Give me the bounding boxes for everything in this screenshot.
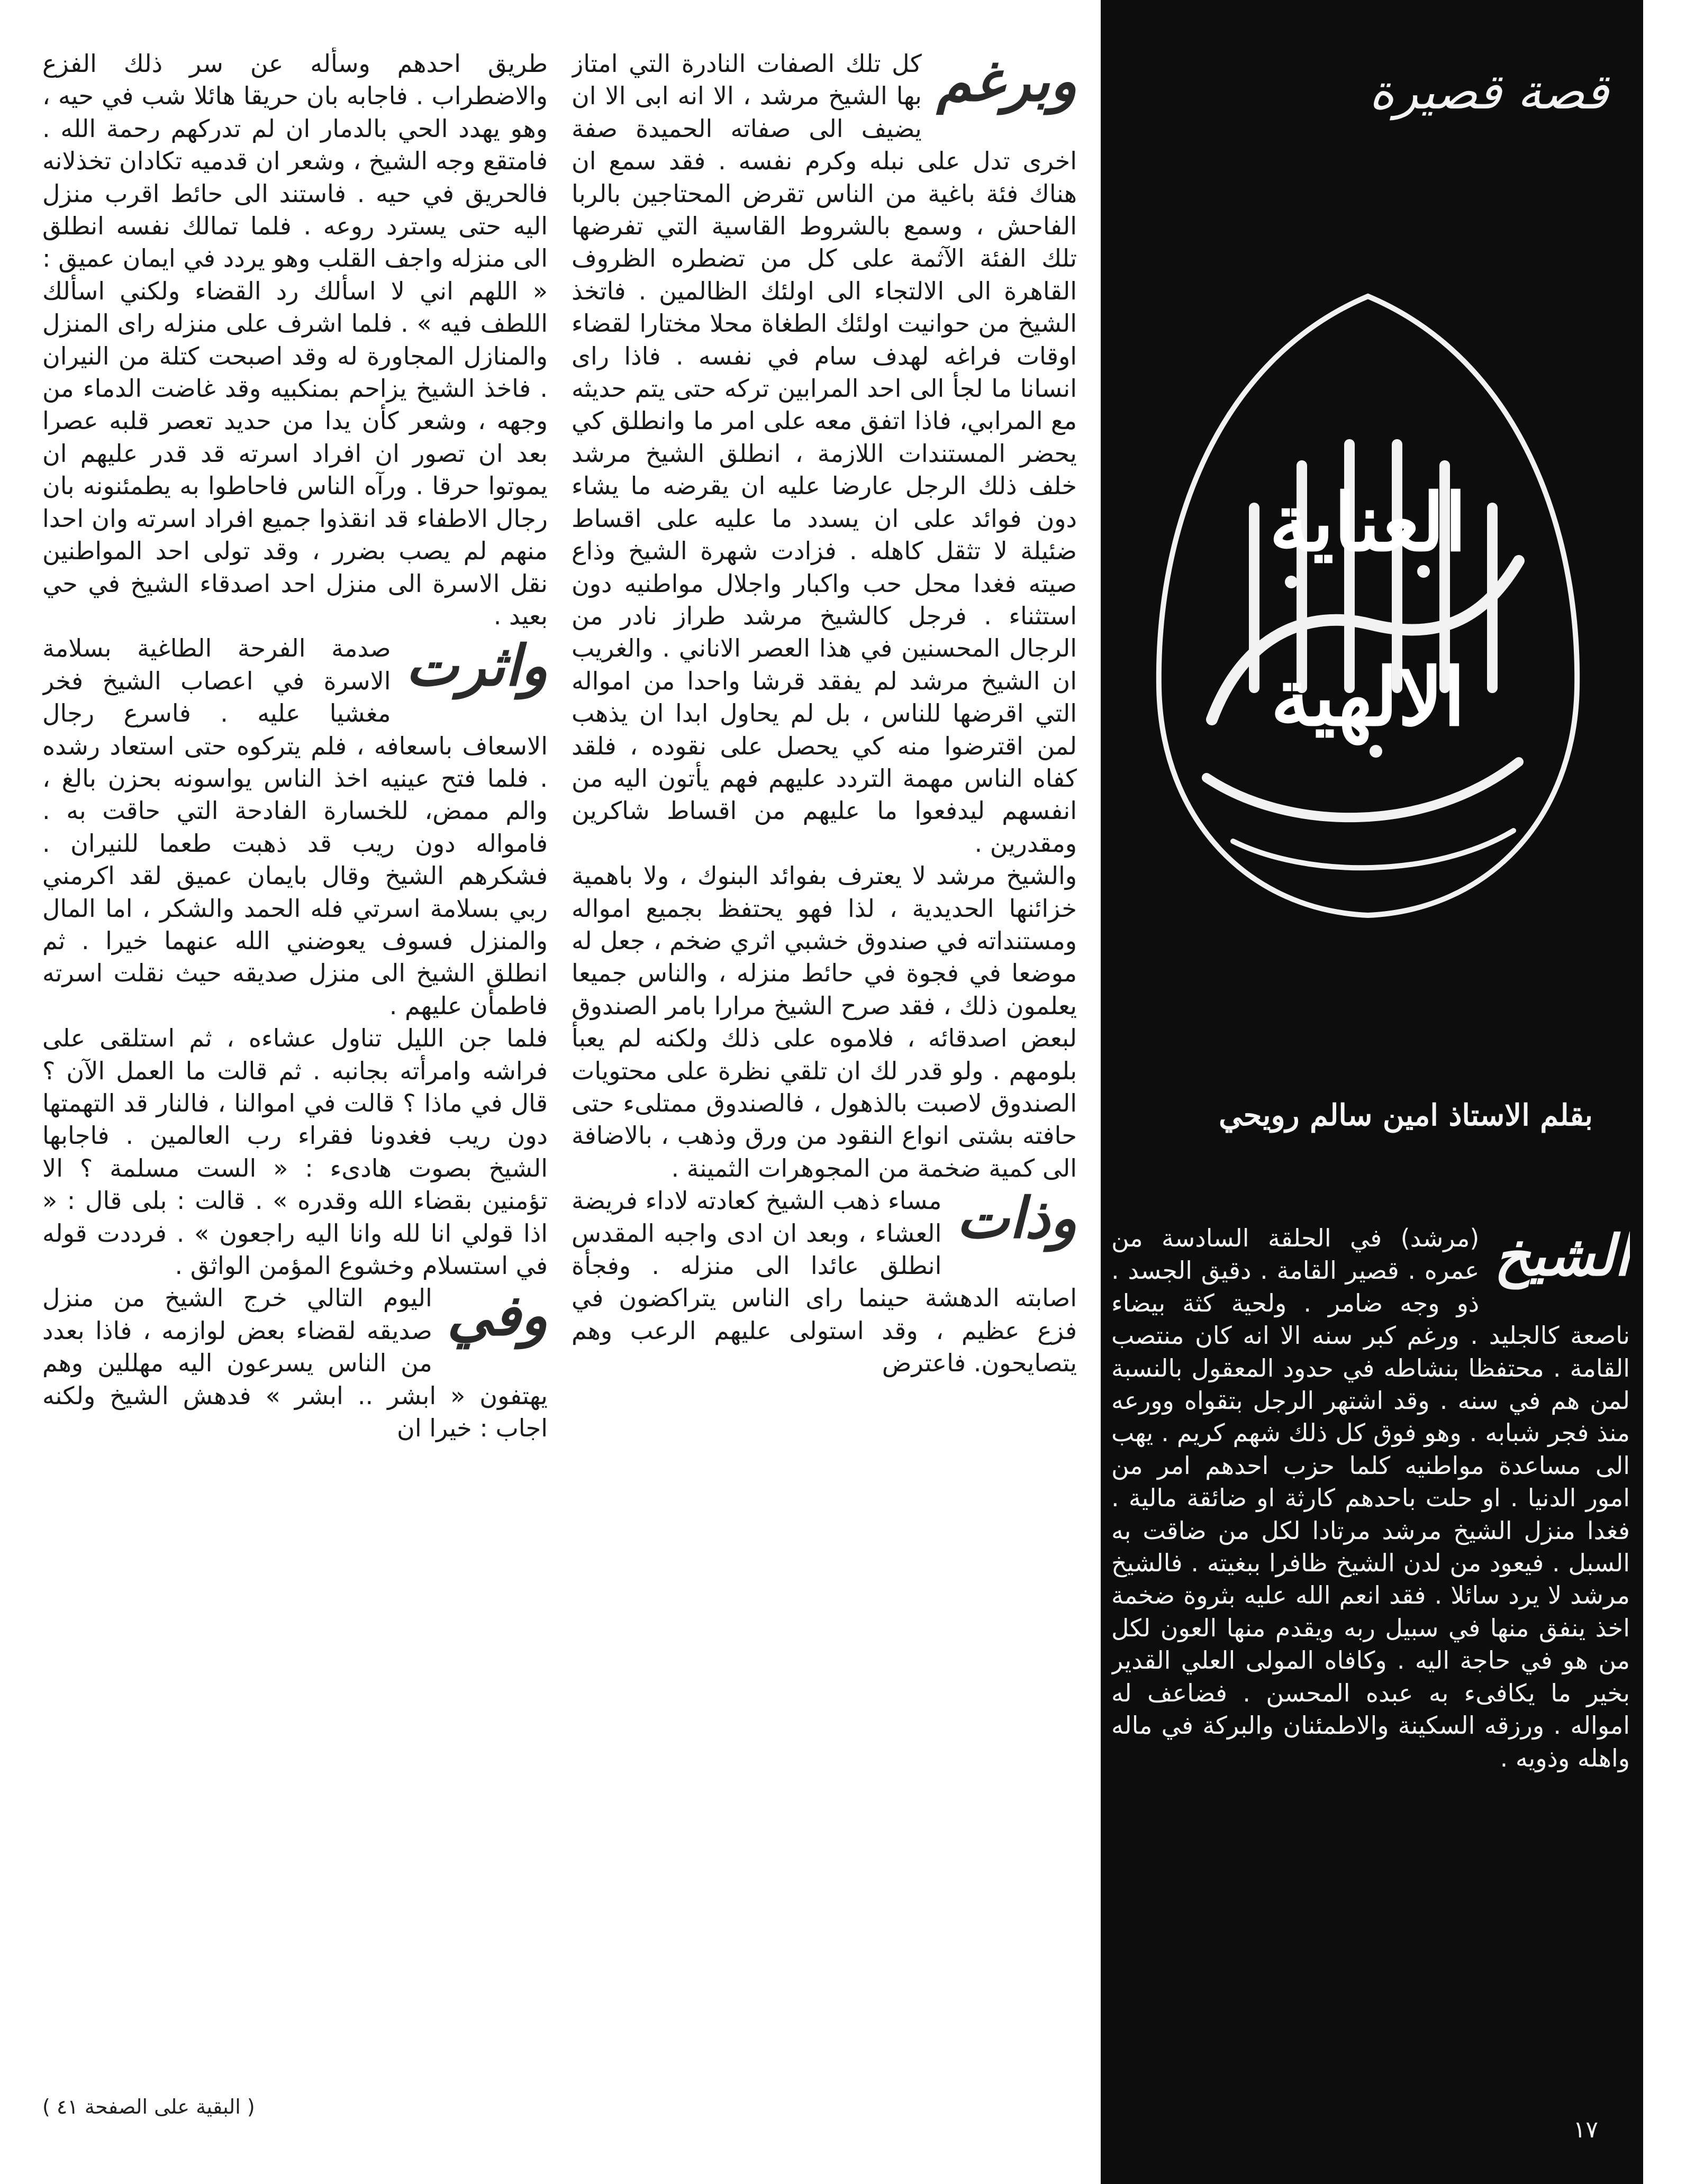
sidebar-column	[1111, 1222, 1630, 2048]
paragraph	[572, 1185, 1077, 1379]
paragraph-text: صدمة الفرحة الطاغية بسلامة الاسرة في اعصاب الشيخ فخر مغشيا عليه . فاسرع رجال الاسعاف باسعافه ، فلم يتركوه حتى استعاد رشده . فلما فتح عينيه اخذ الناس يواسونه بحزن بالغ ، والم ممض، للخسارة الفادحة التي حاقت به . فامواله دون ريب قد ذهبت طعما للنيران . فشكرهم الشيخ وقال بايمان عميق لقد اكرمني ربي بسلامة اسرتي فله الحمد والشكر ، اما المال والمنزل فسوف يعوضني الله عنهما خيرا . ثم انطلق الشيخ الى منزل صديقه حيث نقلت اسرته فاطمأن عليهم .	[42, 634, 548, 1020]
title-calligraphy-art	[1148, 286, 1588, 926]
initial-word: وبرغم	[936, 48, 1077, 114]
initial-word: وفي	[447, 1282, 548, 1349]
paragraph	[1111, 1222, 1630, 1775]
page-number: ١٧	[1573, 2116, 1598, 2143]
left-column	[42, 48, 548, 2127]
initial-word: واثرت	[405, 632, 548, 699]
continuation-note: ( البقية على الصفحة ٤١ )	[42, 2095, 255, 2118]
paragraph: فلما جن الليل تناول عشاءه ، ثم استلقى على فراشه وامرأته بجانبه . ثم قالت ما العمل الآن ؟ قال في ماذا ؟ قالت في اموالنا ، فالنار قد التهمتها دون ريب فغدونا فقراء رب العالمين . فاجابها الشيخ بصوت هادىء : « الست مسلمة ؟ الا تؤمنين بقضاء الله وقدره » . قالت : بلى قال : « اذا قولي انا لله وانا اليه راجعون » . فرددت قوله في استسلام وخشوع المؤمن الواثق .	[42, 1024, 548, 1280]
paragraph-text: اليوم التالي خرج الشيخ من منزل صديقه لقضاء بعض لوازمه ، فاذا بعدد من الناس يسرعون اليه مهللين وهم يهتفون « ابشر .. ابشر » فدهش الشيخ ولكنه اجاب : خيرا ان	[42, 1284, 548, 1443]
title-line-2: الالهية	[1271, 651, 1465, 744]
kicker-label: قصة قصيرة	[1369, 63, 1609, 120]
initial-word: الشيخ	[1494, 1222, 1630, 1288]
title-line-1: العناية	[1269, 476, 1467, 569]
title-calligraphy	[1148, 286, 1588, 926]
paragraph-text: مساء ذهب الشيخ كعادته لاداء فريضة العشاء ، وبعد ان ادى واجبه المقدس انطلق عائدا الى منزله . وفجأة اصابته الدهشة حينما راى الناس يتراكضون في فزع عظيم ، وقد استولى عليهم الرعب وهم يتصايحون. فاعترض	[572, 1186, 1077, 1378]
paragraph: طريق احدهم وسأله عن سر ذلك الفزع والاضطراب . فاجابه بان حريقا هائلا شب في حيه ، وهو يهدد الحي بالدمار ان لم تدركهم رحمة الله . فامتقع وجه الشيخ ، وشعر ان قدميه تكادان تخذلانه فالحريق في حيه . فاستند الى حائط اقرب منزل اليه حتى يسترد روعه . فلما تمالك نفسه انطلق الى منزله واجف القلب وهو يردد في ايمان عميق : « اللهم اني لا اسألك رد القضاء ولكني اسألك اللطف فيه » . فلما اشرف على منزله راى المنزل والمنازل المجاورة له وقد اصبحت كتلة من النيران . فاخذ الشيخ يزاحم بمنكبيه وقد غاضت الدماء من وجهه ، وشعر كأن يدا من حديد تعصر قلبه عصرا بعد ان تصور ان افراد اسرته قد قدر عليهم ان يموتوا حرقا . ورآه الناس فاحاطوا به يطمئنونه بان رجال الاطفاء قد انقذوا جميع افراد اسرته وان احدا منهم لم يصب بضرر ، وقد تولى احد المواطنين نقل الاسرة الى منزل احد اصدقاء الشيخ في حي بعيد .	[42, 49, 548, 630]
paragraph	[42, 1282, 548, 1444]
initial-word: وذات	[956, 1185, 1077, 1251]
paragraph: والشيخ مرشد لا يعترف بفوائد البنوك ، ولا باهمية خزائنها الحديدية ، لذا فهو يحتفظ بجميع امواله ومستنداته في صندوق خشبي اثري ضخم ، جعل له موضعا في فجوة في حائط منزله ، والناس جميعا يعلمون ذلك ، فقد صرح الشيخ مرارا بامر الصندوق لبعض اصدقائه ، فلاموه على ذلك ولكنه لم يعبأ بلومهم . ولو قدر لك ان تلقي نظرة على محتويات الصندوق لاصبت بالذهول ، فالصندوق ممتلىء حتى حافته بشتى انواع النقود من ورق وذهب ، بالاضافة الى كمية ضخمة من المجوهرات الثمينة .	[572, 861, 1077, 1182]
paragraph-text: كل تلك الصفات النادرة التي امتاز بها الشيخ مرشد ، الا انه ابى الا ان يضيف الى صفاته الحميدة صفة اخرى تدل على نبله وكرم نفسه . فقد سمع ان هناك فئة باغية من الناس تقرض المحتاجين بالربا الفاحش ، وسمع بالشروط القاسية التي تفرضها تلك الفئة الآثمة على كل من تضطره الظروف القاهرة الى الالتجاء الى اولئك الظالمين . فاتخذ الشيخ من حوانيت اولئك الطغاة محلا مختارا لقضاء اوقات فراغه لهدف سام في نفسه . فاذا راى انسانا ما لجأ الى احد المرابين تركه حتى يتم حديثه مع المرابي، فاذا اتفق معه على امر ما وانطلق كي يحضر المستندات اللازمة ، انطلق الشيخ مرشد خلف ذلك الرجل عارضا عليه ان يقرضه ما يشاء دون فوائد على ان يسدد ما عليه على اقساط ضئيلة لا تثقل كاهله . فزادت شهرة الشيخ وذاع صيته فغدا محل حب واكبار واجلال مواطنيه دون استثناء . فرجل كالشيخ مرشد طراز نادر من الرجال المحسنين في هذا العصر الاناني . والغريب ان الشيخ مرشد لم يفقد قرشا واحدا من امواله التي اقرضها للناس ، بل لم يحاول ابدا ان يذهب لمن اقترضوا منه كي يحصل على نقوده ، فلقد كفاه الناس مهمة التردد عليهم فهم يأتون اليه من انفسهم ليدفعوا ما عليهم من اقساط شاكرين ومقدرين .	[572, 49, 1077, 858]
author-byline: بقلم الاستاذ امين سالم رويحي	[1219, 1098, 1593, 1133]
paragraph	[42, 632, 548, 1022]
paragraph	[572, 48, 1077, 860]
paragraph-text: (مرشد) في الحلقة السادسة من عمره . قصير القامة . دقيق الجسد . ذو وجه ضامر . ولحية كثة بيضاء ناصعة كالجليد . ورغم كبر سنه الا انه كان منتصب القامة . محتفظا بنشاطه في حدود المعقول بالنسبة لمن هم في سنه . وقد اشتهر الرجل بتقواه وورعه منذ فجر شبابه . وهو فوق كل ذلك شهم كريم . يهب الى مساعدة مواطنيه كلما حزب احدهم امر من امور الدنيا . او حلت باحدهم كارثة او ضائقة مالية . فغدا منزل الشيخ مرشد مرتادا لكل من ضاقت به السبل . فيعود من لدن الشيخ ظافرا ببغيته . فالشيخ مرشد لا يرد سائلا . فقد انعم الله عليه بثروة ضخمة اخذ ينفق منها في سبيل ربه ويقدم منها العون لكل من هو في حاجة اليه . وكافاه المولى العلي القدير بخير ما يكافىء به عبده المحسن . فضاعف له امواله . ورزقه السكينة والاطمئنان والبركة في ماله واهله وذويه .	[1111, 1224, 1630, 1772]
middle-column	[572, 48, 1077, 2090]
